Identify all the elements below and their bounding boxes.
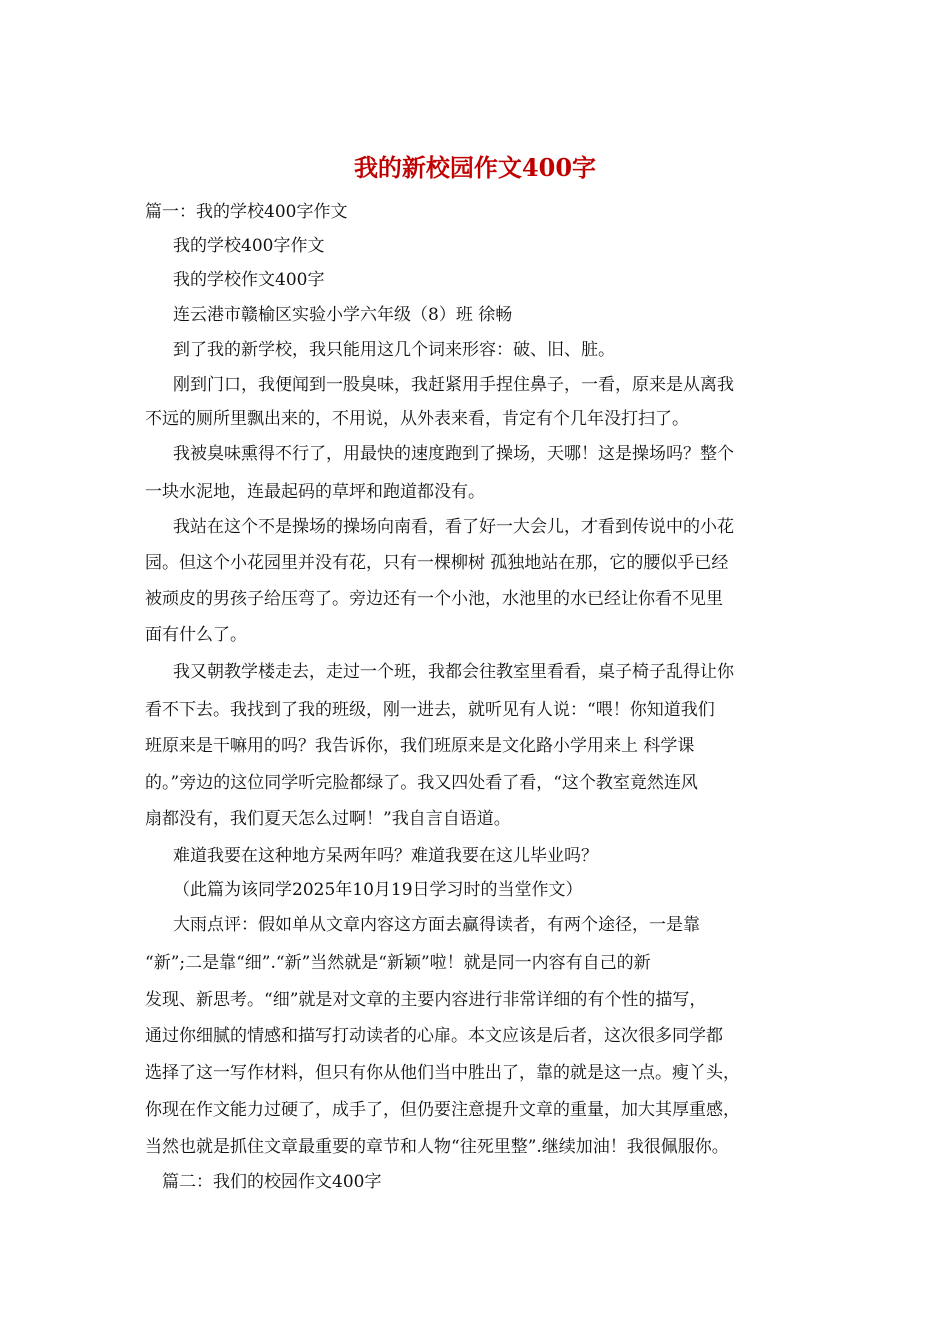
comment-line: “新”;二是靠“细”.“新”当然就是“新颖”啦！就是同一内容有自己的新 <box>145 953 651 973</box>
article-subtitle: 我的学校作文400字 <box>173 270 325 290</box>
paragraph-line: 被顽皮的男孩子给压弯了。旁边还有一个小池，水池里的水已经让你看不见里 <box>145 589 723 609</box>
paragraph-line: 难道我要在这种地方呆两年吗？难道我要在这儿毕业吗？ <box>173 846 598 866</box>
comment-line: 通过你细腻的情感和描写打动读者的心扉。本文应该是后者，这次很多同学都 <box>145 1026 723 1046</box>
paragraph-line: 不远的厕所里飘出来的，不用说，从外表来看，肯定有个几年没打扫了。 <box>145 409 689 429</box>
comment-line: 选择了这一写作材料，但只有你从他们当中胜出了，靠的就是这一点。瘦丫头， <box>145 1063 740 1083</box>
paragraph-line: 园。但这个小花园里并没有花，只有一棵柳树 孤独地站在那，它的腰似乎已经 <box>145 553 729 573</box>
article-title: 我的学校400字作文 <box>173 236 325 256</box>
section-heading-1: 篇一：我的学校400字作文 <box>145 202 348 222</box>
paragraph-line: 面有什么了。 <box>145 625 247 645</box>
author-line: 连云港市赣榆区实验小学六年级（8）班 徐畅 <box>173 305 513 325</box>
comment-line: 你现在作文能力过硬了，成手了，但仍要注意提升文章的重量，加大其厚重感， <box>145 1100 740 1120</box>
comment-line: 发现、新思考。“细”就是对文章的主要内容进行非常详细的有个性的描写， <box>145 990 707 1010</box>
comment-line: 大雨点评：假如单从文章内容这方面去赢得读者，有两个途径，一是靠 <box>173 915 700 935</box>
document-title: 我的新校园作文400字 <box>353 153 597 182</box>
paragraph-line: 的。”旁边的这位同学听完脸都绿了。我又四处看了看，“这个教室竟然连风 <box>145 773 698 793</box>
section-heading-2: 篇二：我们的校园作文400字 <box>162 1172 382 1192</box>
paragraph-line: 扇都没有，我们夏天怎么过啊！”我自言自语道。 <box>145 809 511 829</box>
note-line: （此篇为该同学2025年10月19日学习时的当堂作文） <box>173 880 583 900</box>
paragraph-line: 我被臭味熏得不行了，用最快的速度跑到了操场，天哪！这是操场吗？整个 <box>173 444 734 464</box>
paragraph-line: 看不下去。我找到了我的班级，刚一进去，就听见有人说：“喂！你知道我们 <box>145 700 715 720</box>
paragraph-line: 一块水泥地，连最起码的草坪和跑道都没有。 <box>145 482 485 502</box>
paragraph-line: 班原来是干嘛用的吗？我告诉你，我们班原来是文化路小学用来上 科学课 <box>145 736 695 756</box>
comment-line: 当然也就是抓住文章最重要的章节和人物“往死里整”.继续加油！我很佩服你。 <box>145 1137 729 1157</box>
paragraph-line: 到了我的新学校，我只能用这几个词来形容：破、旧、脏。 <box>173 340 615 360</box>
paragraph-line: 我又朝教学楼走去，走过一个班，我都会往教室里看看，桌子椅子乱得让你 <box>173 662 734 682</box>
paragraph-line: 刚到门口，我便闻到一股臭味，我赶紧用手捏住鼻子，一看，原来是从离我 <box>173 375 734 395</box>
paragraph-line: 我站在这个不是操场的操场向南看，看了好一大会儿，才看到传说中的小花 <box>173 517 734 537</box>
